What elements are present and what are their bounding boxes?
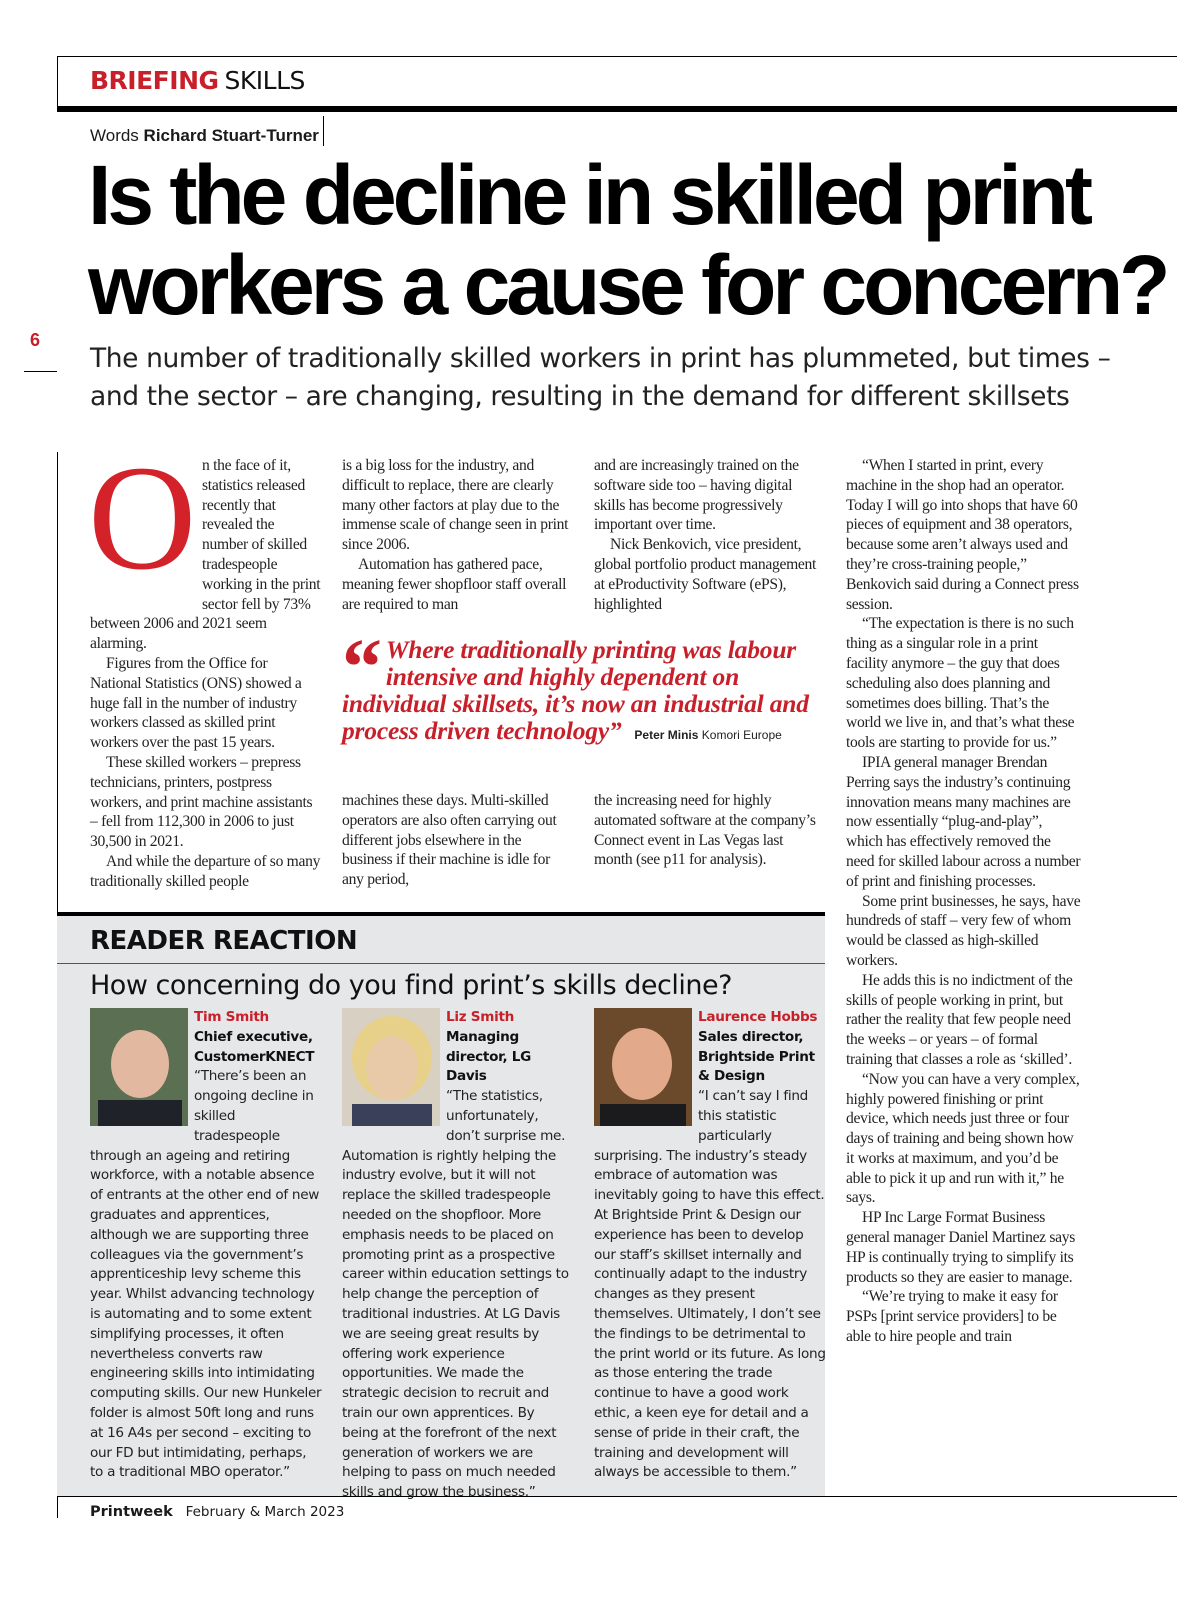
pull-quote-attribution — [628, 728, 782, 742]
top-rule — [57, 56, 1177, 57]
footer-issue: February & March 2023 — [185, 1504, 345, 1520]
reader-name: Laurence Hobbs — [698, 1009, 818, 1025]
section-label — [90, 66, 305, 95]
reader-title-rule — [57, 963, 825, 964]
reader-quote: “I can’t say I find this statistic particularly surprising. The industry’s steady embrace of automation was inevitably going to have this effect. At Brightside Print & Design our experience has been to develop our staff’s skillset internally and continually adapt to the industry changes as they present themselves. Ultimately, I don’t see the findings to be detrimental to the print world or its future. As long as those entering the trade continue to have a good work ethic, a keen eye for detail and a sense of pride in their craft, the training and development will always be accessible to them.” — [594, 1088, 826, 1481]
paragraph: “We’re trying to make it easy for PSPs [print service providers] to be able to hire people and train — [846, 1288, 1058, 1346]
section-label-red: BRIEFING — [90, 66, 219, 95]
footer-brand: Printweek — [90, 1504, 173, 1520]
byline-prefix: Words — [90, 126, 139, 145]
left-rule-footer — [57, 1496, 58, 1518]
quote-mark-icon: “ — [342, 624, 382, 712]
pull-quote-name: Peter Minis — [634, 728, 699, 742]
reader-reaction-question: How concerning do you find print’s skills decline? — [90, 970, 732, 1001]
reader-role: Sales director, Brightside Print & Design — [698, 1028, 815, 1085]
paragraph: Nick Benkovich, vice president, global portfolio product management at eProductivity Software (ePS), highlighted — [594, 536, 817, 613]
reader-quote: “The statistics, unfortunately, don’t surprise me. Automation is rightly helping the industry evolve, but it will not replace the skilled tradespeople needed on the shopfloor. More emphasis needs to be placed on promoting print as a prospective career within education settings to help change the perception of traditional industries. At LG Davis we are seeing great results by offering work experience opportunities. We made the strategic decision to recruit and train our own apprentices. By being at the forefront of the next generation of workers we are helping to pass on much needed skills and grow the business.” — [342, 1088, 569, 1501]
reader-card-3 — [594, 1008, 826, 1483]
portrait-photo — [90, 1008, 188, 1126]
paragraph: n the face of it, statistics released recently that revealed the number of skilled tradespeople working in the print sector fell by 73% between 2006 and 2021 seem alarming. — [90, 457, 321, 653]
portrait-photo — [342, 1008, 440, 1126]
section-label-black: SKILLS — [224, 66, 305, 95]
reader-role: Chief executive, CustomerKNECT — [194, 1028, 315, 1065]
reader-reaction-title: READER REACTION — [90, 926, 358, 956]
paragraph: Figures from the Office for National Statistics (ONS) showed a huge fall in the number of industry workers classed as skilled print workers over the past 15 years. — [90, 654, 302, 752]
body-column-3-bottom — [594, 791, 822, 870]
left-rule-top — [57, 56, 58, 106]
reader-quote: “There’s been an ongoing decline in skilled tradespeople through an ageing and retiring workforce, with a notable absence of entrants at the other end of new graduates and apprentices, although we are supporting three colleagues via the government’s apprenticeship levy scheme this year. Whilst advancing technology is automating and to some extent simplifying processes, it often nevertheless converts raw engineering skills into intimidating computing skills. Our new Hunkeler folder is almost 50ft long and runs at 16 A4s per second – exciting to our FD but intimidating, perhaps, to a traditional MBO operator.” — [90, 1068, 322, 1481]
headline: Is the decline in skilled print workers a cause for concern? — [88, 148, 1167, 332]
pull-quote-company: Komori Europe — [701, 728, 782, 742]
drop-cap: O — [88, 435, 197, 601]
paragraph: HP Inc Large Format Business general manager Daniel Martinez says HP is continually trying to simplify its products so they are easier to manage. — [846, 1209, 1076, 1286]
paragraph: Some print businesses, he says, have hundreds of staff – very few of whom would be classed as high-skilled workers. — [846, 892, 1081, 969]
footer — [90, 1504, 344, 1520]
reader-card-2 — [342, 1008, 574, 1503]
body-column-2-top — [342, 456, 574, 614]
body-column-3-top — [594, 456, 826, 614]
body-column-1 — [88, 435, 322, 892]
reader-role: Managing director, LG Davis — [446, 1028, 532, 1085]
paragraph: He adds this is no indictment of the skills of people working in print, but rather the reality that few people need the weeks – or years – of formal training that classes a role as ‘skilled’. — [846, 971, 1073, 1068]
left-rule-body — [57, 452, 58, 914]
byline — [90, 126, 319, 146]
reader-card-1 — [90, 1008, 322, 1483]
paragraph: “Now you can have a very complex, highly powered finishing or print device, which needs just three or four days of training and being shown how it works at maximum, and you’d be able to pick it up and run with it,” he says. — [846, 1070, 1080, 1207]
footer-rule — [57, 1496, 1177, 1497]
paragraph: Automation has gathered pace, meaning fewer shopfloor staff overall are required to man — [342, 555, 567, 613]
paragraph: These skilled workers – prepress technicians, printers, postpress workers, and print machine assistants – fell from 112,300 in 2006 to just 30,500 in 2021. — [90, 753, 313, 851]
portrait-photo — [594, 1008, 692, 1126]
paragraph: the increasing need for highly automated software at the company’s Connect event in Las Vegas last month (see p11 for analysis). — [594, 792, 816, 869]
paragraph: and are increasingly trained on the software side too – having digital skills has become progressively important over time. — [594, 457, 799, 534]
pull-quote — [342, 624, 832, 749]
reader-name: Tim Smith — [194, 1009, 269, 1025]
byline-author: Richard Stuart-Turner — [143, 126, 319, 145]
reader-name: Liz Smith — [446, 1009, 515, 1025]
page-number: 6 — [30, 330, 41, 350]
paragraph: IPIA general manager Brendan Perring says the industry’s continuing innovation means many machines are now essentially “plug-and-play”, which has effectively removed the need for skilled labour across a number of print and finishing processes. — [846, 753, 1081, 890]
paragraph: “When I started in print, every machine in the shop had an operator. Today I will go into shops that have 60 pieces of equipment and 38 operators, because some aren’t always used and they’re cross-training people,” Benkovich said during a Connect press session. — [846, 457, 1079, 613]
body-column-2-bottom — [342, 791, 570, 890]
body-column-4 — [846, 456, 1082, 1347]
paragraph: is a big loss for the industry, and difficult to replace, there are clearly many other factors at play due to the immense scale of change seen in print since 2006. — [342, 457, 569, 554]
paragraph: And while the departure of so many traditionally skilled people — [90, 852, 321, 890]
pull-quote-text: Where traditionally printing was labour intensive and highly dependent on individual skillsets, it’s now an industrial and process driven technology” — [342, 635, 809, 745]
page-marker-rule — [24, 371, 57, 372]
paragraph: “The expectation is there is no such thing as a singular role in a print facility anymore – the guy that does scheduling also does planning and sometimes does billing. That’s the world we live in, and that’s what these tools are starting to provide for us.” — [846, 615, 1075, 752]
paragraph: machines these days. Multi-skilled operators are also often carrying out different jobs elsewhere in the business if their machine is idle for any period, — [342, 792, 557, 889]
header-rule-thick — [57, 106, 1177, 112]
byline-rule — [323, 116, 324, 146]
standfirst: The number of traditionally skilled workers in print has plummeted, but times – and the sector – are changing, resulting in the demand for different skillsets — [90, 343, 1111, 412]
